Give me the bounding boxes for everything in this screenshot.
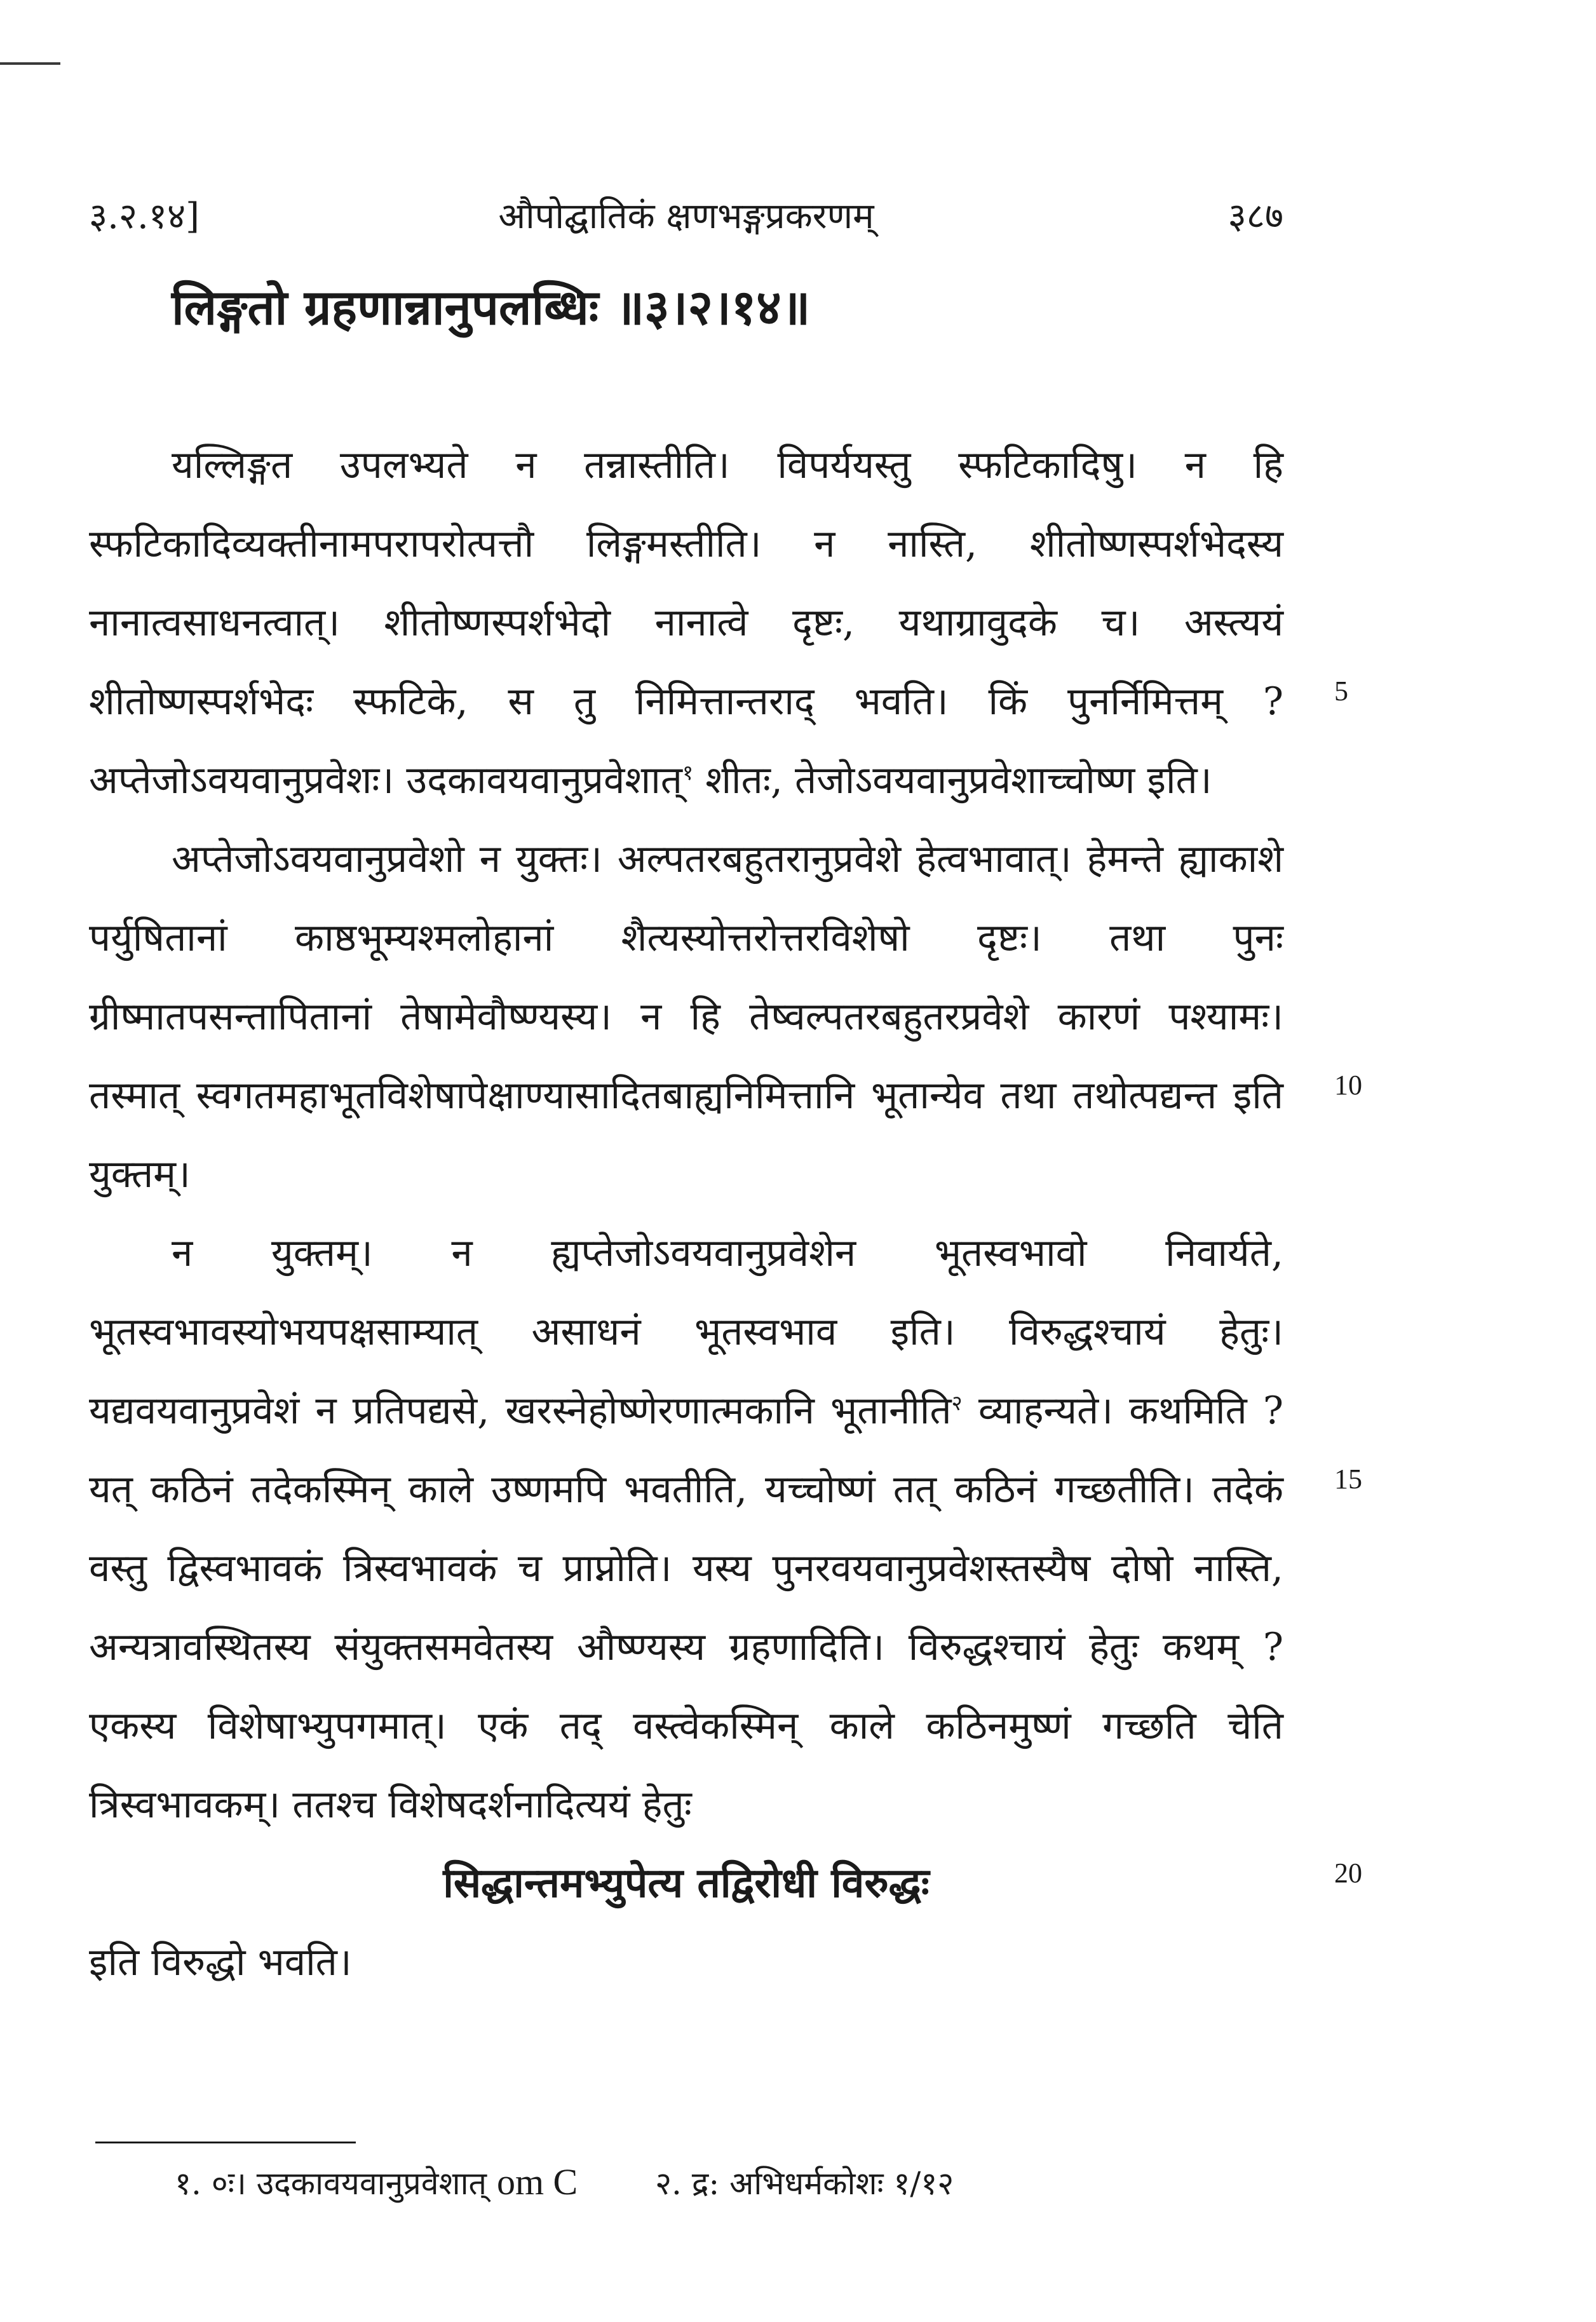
paragraph-1 (89, 426, 1283, 820)
line-number: 20 (1334, 1857, 1362, 1889)
quoted-definition: सिद्धान्तमभ्युपेत्य तद्विरोधी विरुद्धः (443, 1859, 930, 1907)
closing-line: इति विरुद्धो भवति। (89, 1940, 352, 1985)
paragraph-3-tail: व्याहन्यते। कथमिति ? यत् कठिनं तदेकस्मिन् काले उष्णमपि भवतीति, यच्चोष्णं तत् कठिनं गच्छतीति। तदेकं वस्तु द्विस्वभावकं त्रिस्वभावकं च प्राप्नोति। यस्य पुनरवयवानुप्रवेशस्तस्यैष दोषो नास्ति, अन्यत्रावस्थितस्य संयुक्तसमवेतस्य औष्ण्यस्य ग्रहणादिति। विरुद्धश्चायं हेतुः कथम् ? एकस्य विशेषाभ्युपगमात्। एकं तद् वस्त्वेकस्मिन् काले कठिनमुष्णं गच्छति चेति त्रिस्वभावकम्। ततश्च विशेषदर्शनादित्ययं हेतुः (89, 1388, 1283, 1827)
paragraph-1-text: यल्लिङ्गत उपलभ्यते न तन्नास्तीति। विपर्ययस्तु स्फटिकादिषु। न हि स्फटिकादिव्यक्तीनामपरापरोत्पत्तौ लिङ्गमस्तीति। न नास्ति, शीतोष्णस्पर्शभेदस्य नानात्वसाधनत्वात्। शीतोष्णस्पर्शभेदो नानात्वे दृष्टः, यथाग्रावुदके च। अस्त्ययं शीतोष्णस्पर्शभेदः स्फटिके, स तु निमित्तान्तराद् भवति। किं पुनर्निमित्तम् ? अप्तेजोऽवयवानुप्रवेशः। उदकावयवानुप्रवेशात् (89, 443, 1283, 803)
paragraph-3 (89, 1214, 1283, 1844)
line-number: 5 (1334, 676, 1348, 707)
page-number: ३८७ (1227, 196, 1283, 237)
footnote-1-text: १. ०ः। उदकावयवानुप्रवेशात् (175, 2165, 487, 2202)
footnote-ref-2: २ (951, 1390, 963, 1415)
paragraph-2-text: अप्तेजोऽवयवानुप्रवेशो न युक्तः। अल्पतरबहुतरानुप्रवेशे हेत्वभावात्। हेमन्ते ह्याकाशे पर्युषितानां काष्ठभूम्यश्मलोहानां शैत्यस्योत्तरोत्तरविशेषो दृष्टः। तथा पुनः ग्रीष्मातपसन्तापितानां तेषामेवौष्ण्यस्य। न हि तेष्वल्पतरबहुतरप्रवेशे कारणं पश्यामः। तस्मात् स्वगतमहाभूतविशेषापेक्षाण्यासादितबाह्यनिमित्तानि भूतान्येव तथा तथोत्पद्यन्त इति युक्तम्। (89, 837, 1283, 1197)
footnote-rule (95, 2142, 356, 2143)
sutra-heading: लिङ्गतो ग्रहणान्नानुपलब्धिः ॥३।२।१४॥ (172, 279, 811, 336)
line-number: 15 (1334, 1463, 1362, 1495)
paragraph-1-tail: शीतः, तेजोऽवयवानुप्रवेशाच्चोष्ण इति। (693, 758, 1212, 803)
footnotes (175, 2161, 954, 2204)
footnote-1-note: om C (496, 2161, 578, 2203)
paragraph-2 (89, 820, 1283, 1214)
running-title: औपोद्घातिकं क्षणभङ्गप्रकरणम् (498, 196, 874, 237)
main-text (89, 426, 1283, 2002)
line-number: 10 (1334, 1069, 1362, 1101)
section-reference: ३.२.१४] (89, 196, 200, 237)
running-header (89, 191, 1283, 248)
footnote-2-text: २. द्र: अभिधर्मकोशः १/१२ (655, 2165, 954, 2202)
footnote-ref-1: १ (682, 760, 694, 785)
scan-mark (0, 62, 60, 65)
paragraph-3-text: न युक्तम्। न ह्यप्तेजोऽवयवानुप्रवेशेन भूतस्वभावो निवार्यते, भूतस्वभावस्योभयपक्षसाम्यात् असाधनं भूतस्वभाव इति। विरुद्धश्चायं हेतुः। यद्यवयवानुप्रवेशं न प्रतिपद्यसे, खरस्नेहोष्णेरणात्मकानि भूतानीति (89, 1231, 1283, 1433)
